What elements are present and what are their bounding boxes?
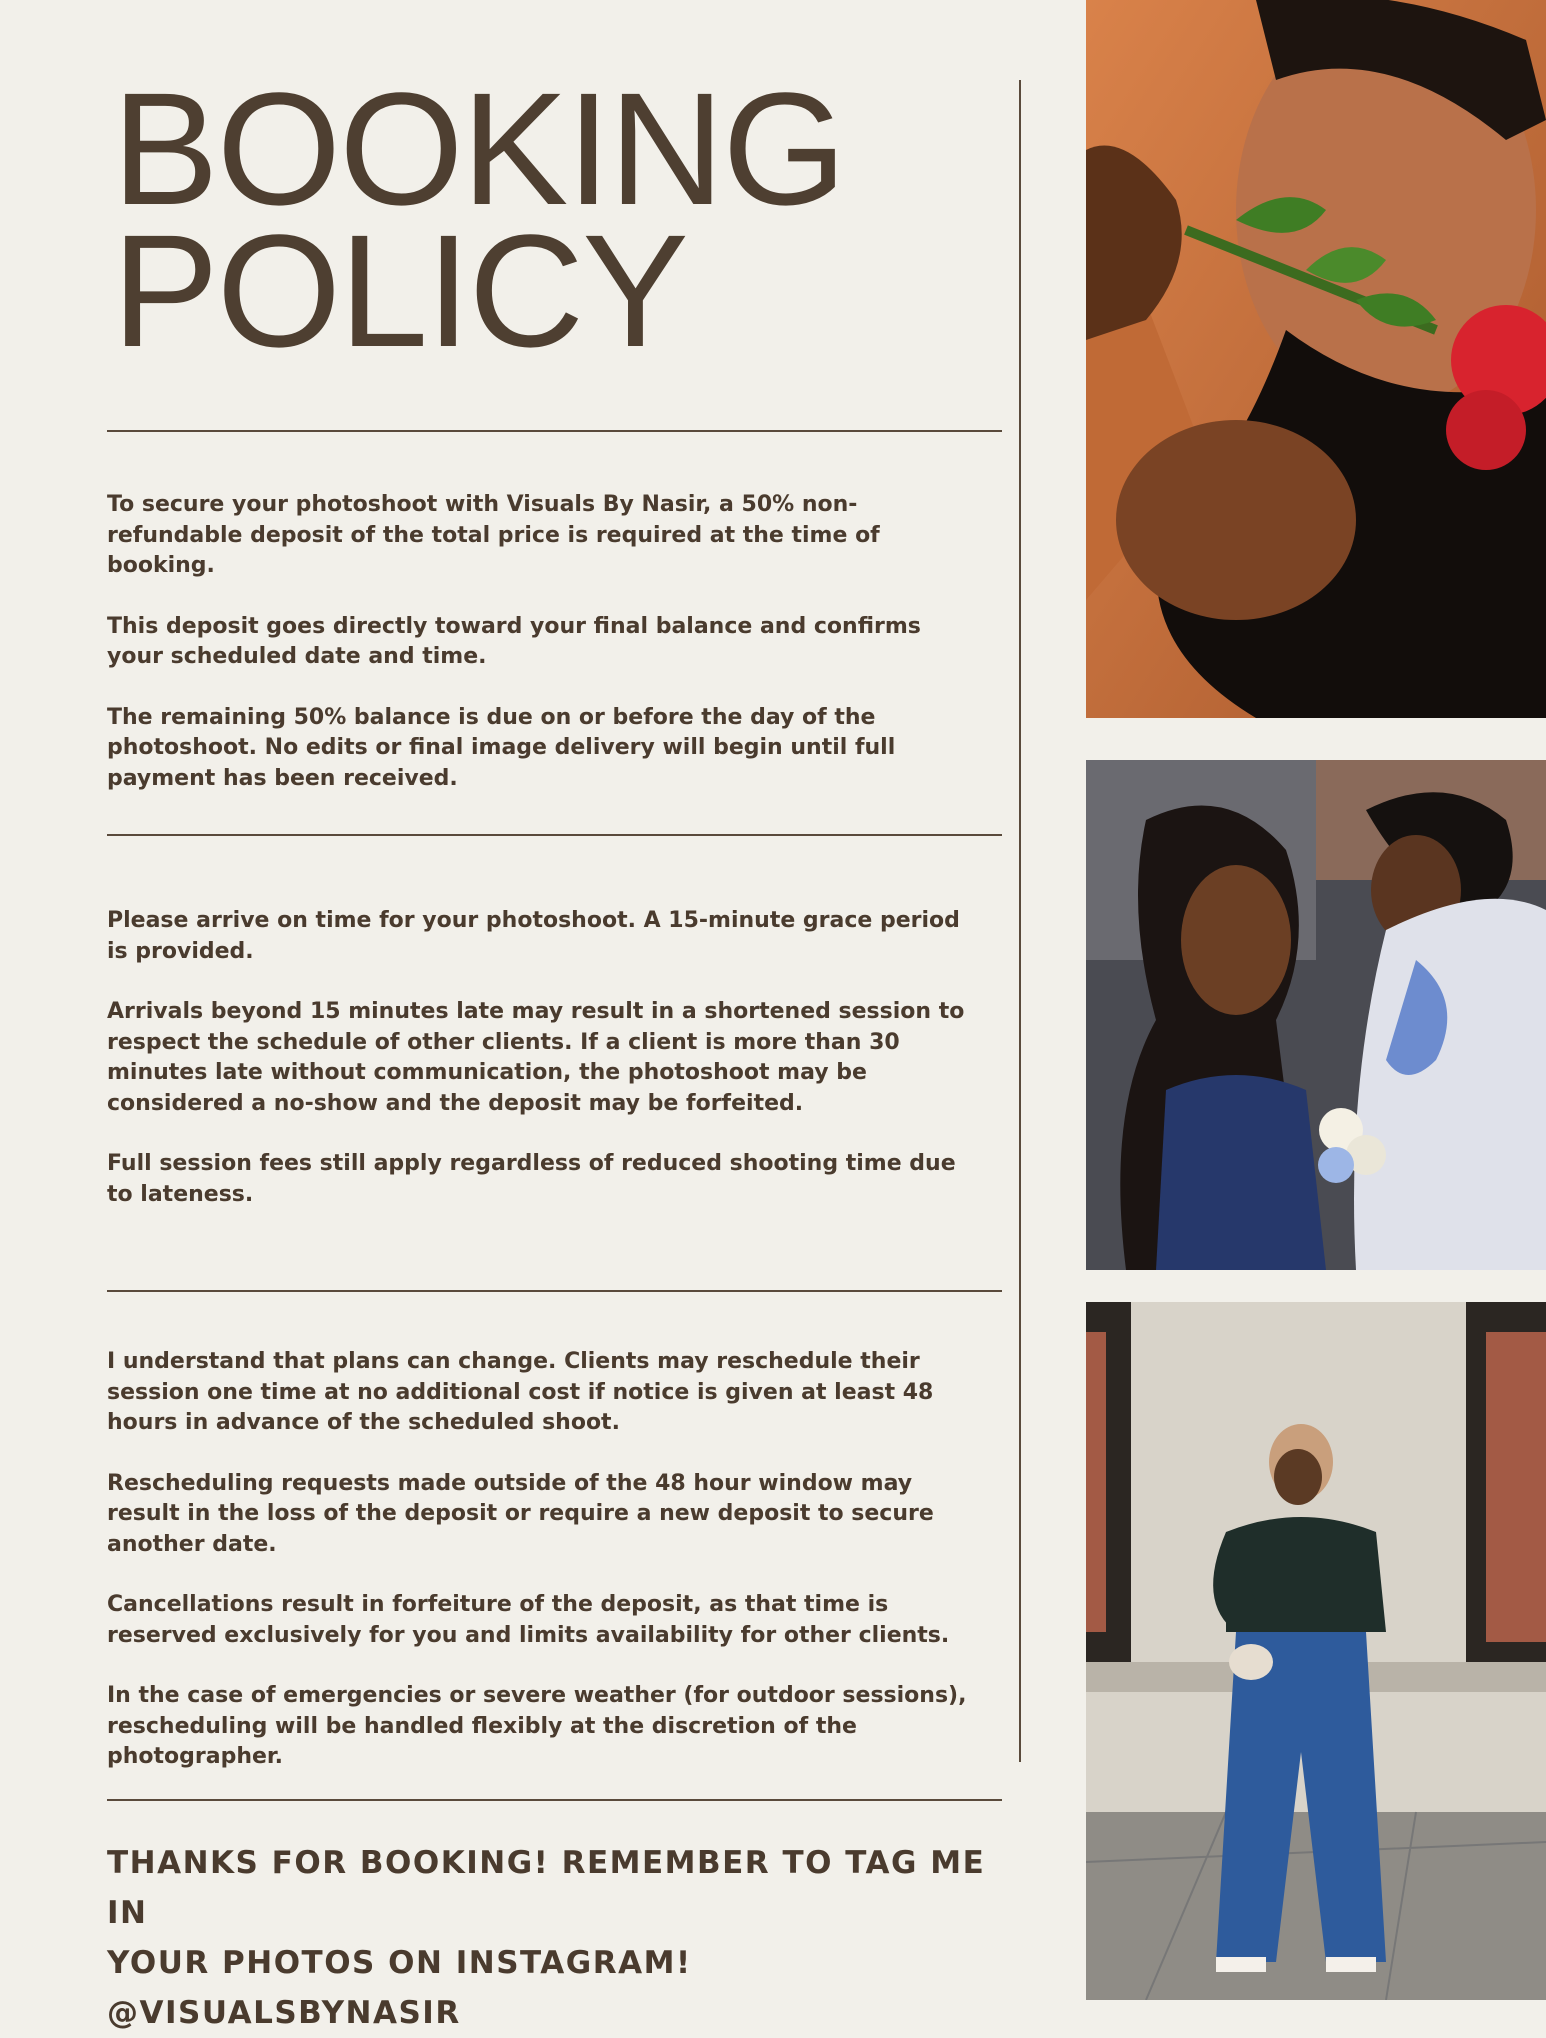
portrait-photo-rose — [1086, 0, 1546, 718]
footer-message — [107, 1838, 1007, 2038]
paragraph: Rescheduling requests made outside of the 48 hour window may result in the loss of the deposit or require a new deposit to secure another date. — [107, 1470, 934, 1557]
footer-line-1: THANKS FOR BOOKING! REMEMBER TO TAG ME IN — [107, 1845, 986, 1931]
paragraph: To secure your photoshoot with Visuals By Nasir, a 50% non-refundable deposit of the total price is required at the time of booking. — [107, 492, 880, 578]
street-fashion-photo — [1086, 1302, 1546, 2000]
paragraph: The remaining 50% balance is due on or before the day of the photoshoot. No edits or final image delivery will begin until full payment has been received. — [107, 704, 896, 791]
vertical-divider — [1019, 80, 1021, 1762]
rescheduling-section — [107, 1347, 967, 1803]
paragraph: Cancellations result in forfeiture of the deposit, as that time is reserved exclusively for you and limits availability for other clients. — [107, 1592, 950, 1648]
title-line-1: BOOKING — [112, 59, 845, 238]
title-line-2: POLICY — [112, 201, 687, 380]
divider — [107, 834, 1002, 836]
couple-photo — [1086, 760, 1546, 1270]
page-title — [112, 59, 845, 380]
divider — [107, 1799, 1002, 1801]
paragraph: Arrivals beyond 15 minutes late may result in a shortened session to respect the schedule of other clients. If a client is more than 30 minutes late without communication, the photoshoot may be considered a no-show and the deposit may be forfeited. — [107, 999, 965, 1116]
paragraph: Full session fees still apply regardless of reduced shooting time due to lateness. — [107, 1151, 956, 1207]
paragraph: In the case of emergencies or severe weather (for outdoor sessions), rescheduling will be handled flexibly at the discretion of the photographer. — [107, 1683, 967, 1769]
paragraph: I understand that plans can change. Clients may reschedule their session one time at no additional cost if notice is given at least 48 hours in advance of the scheduled shoot. — [107, 1349, 934, 1435]
lateness-section — [107, 906, 967, 1240]
paragraph: This deposit goes directly toward your final balance and confirms your scheduled date and time. — [107, 613, 921, 669]
deposit-section — [107, 490, 967, 824]
divider — [107, 1290, 1002, 1292]
divider — [107, 430, 1002, 432]
footer-line-2: YOUR PHOTOS ON INSTAGRAM! @VISUALSBYNASIR — [107, 1945, 692, 2031]
paragraph: Please arrive on time for your photoshoot. A 15-minute grace period is provided. — [107, 908, 960, 964]
